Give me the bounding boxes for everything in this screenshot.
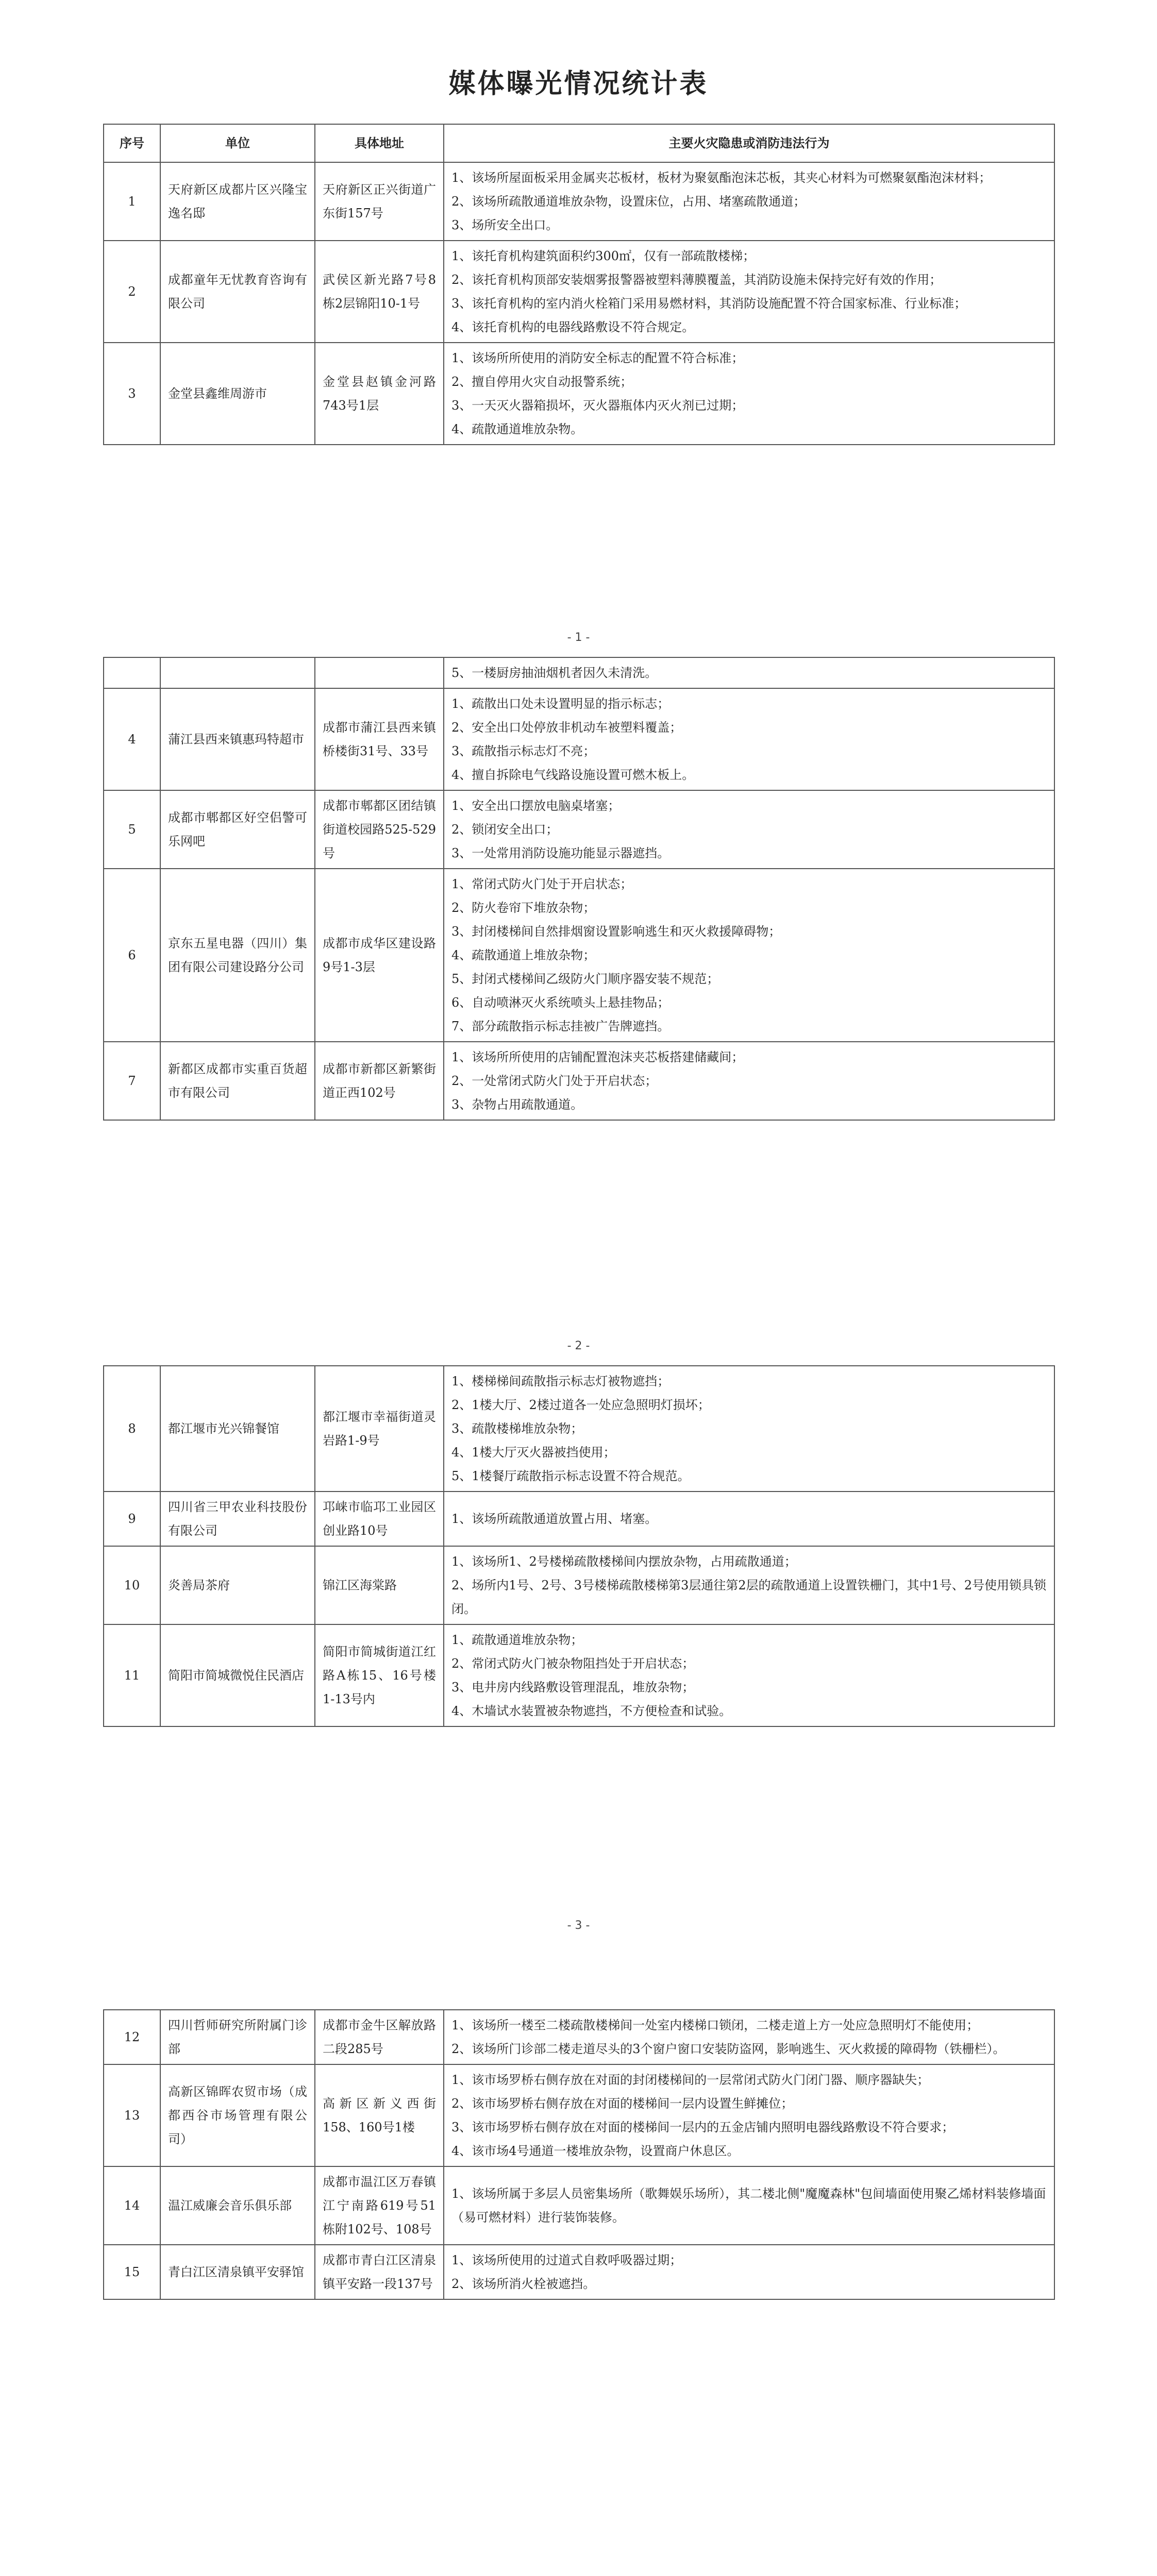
table-row bbox=[104, 1492, 1054, 1546]
issue-item: 4、擅自拆除电气线路设施设置可燃木板上。 bbox=[451, 768, 695, 782]
row-issues bbox=[444, 1366, 1054, 1492]
row-address: 成都市青白江区清泉镇平安路一段137号 bbox=[315, 2245, 444, 2299]
issue-item: 4、该市场4号通道一楼堆放杂物，设置商户休息区。 bbox=[451, 2144, 740, 2158]
row-unit: 简阳市简城微悦住民酒店 bbox=[160, 1624, 315, 1726]
row-address: 金堂县赵镇金河路743号1层 bbox=[315, 343, 444, 445]
page-number: - 3 - bbox=[567, 1919, 590, 1932]
issue-item: 1、该场所所使用的消防安全标志的配置不符合标准； bbox=[451, 351, 744, 365]
issue-item: 4、该托育机构的电器线路敷设不符合规定。 bbox=[451, 320, 695, 334]
row-issues bbox=[444, 790, 1054, 869]
issue-item: 7、部分疏散指示标志挂被广告牌遮挡。 bbox=[451, 1019, 670, 1033]
table-row bbox=[104, 2064, 1054, 2166]
table-row bbox=[104, 1042, 1054, 1120]
issue-item: 5、一楼厨房抽油烟机者因久未清洗。 bbox=[451, 666, 658, 680]
table-row bbox=[104, 343, 1054, 445]
row-address: 成都市金牛区解放路二段285号 bbox=[315, 2010, 444, 2064]
row-number: 7 bbox=[104, 1042, 160, 1120]
issue-item: 3、一处常用消防设施功能显示器遮挡。 bbox=[451, 846, 670, 860]
row-issues bbox=[444, 1492, 1054, 1546]
row-unit: 温江威廉会音乐俱乐部 bbox=[160, 2166, 315, 2245]
issue-item: 1、安全出口摆放电脑桌堵塞； bbox=[451, 799, 621, 813]
issue-item: 3、一天灭火器箱损坏，灭火器瓶体内灭火剂已过期； bbox=[451, 398, 744, 413]
row-address: 邛崃市临邛工业园区创业路10号 bbox=[315, 1492, 444, 1546]
issue-item: 2、该场所门诊部二楼走道尽头的3个窗户窗口安装防盗网，影响逃生、灭火救援的障碍物（铁栅栏）。 bbox=[451, 2042, 1005, 2056]
row-unit: 青白江区清泉镇平安驿馆 bbox=[160, 2245, 315, 2299]
header-no: 序号 bbox=[104, 124, 160, 162]
issue-item: 5、1楼餐厅疏散指示标志设置不符合规范。 bbox=[451, 1469, 690, 1483]
row-issues bbox=[444, 343, 1054, 445]
row-unit: 成都童年无忧教育咨询有限公司 bbox=[160, 241, 315, 343]
row-issues bbox=[444, 1546, 1054, 1624]
row-number: 5 bbox=[104, 790, 160, 869]
issue-item: 2、该托育机构顶部安装烟雾报警器被塑料薄膜覆盖，其消防设施未保持完好有效的作用； bbox=[451, 273, 942, 287]
table-section-1 bbox=[103, 124, 1055, 445]
row-issues bbox=[444, 2010, 1054, 2064]
issue-item: 4、疏散通道上堆放杂物； bbox=[451, 948, 596, 962]
row-issues bbox=[444, 1042, 1054, 1120]
row-number: 2 bbox=[104, 241, 160, 343]
issue-item: 2、1楼大厅、2楼过道各一处应急照明灯损坏； bbox=[451, 1398, 710, 1412]
table-row bbox=[104, 657, 1054, 688]
row-unit: 四川省三甲农业科技股份有限公司 bbox=[160, 1492, 315, 1546]
issue-item: 2、擅自停用火灾自动报警系统； bbox=[451, 375, 633, 389]
row-unit: 新都区成都市实重百货超市有限公司 bbox=[160, 1042, 315, 1120]
issue-item: 1、该市场罗桥右侧存放在对面的封闭楼梯间的一层常闭式防火门闭门器、顺序器缺失； bbox=[451, 2073, 930, 2087]
issue-item: 1、该场所属于多层人员密集场所（歌舞娱乐场所），其二楼北侧"魔魔森林"包间墙面使用聚乙烯材料装修墙面（易可燃材料）进行装饰装修。 bbox=[451, 2187, 1046, 2225]
table-row bbox=[104, 1546, 1054, 1624]
row-issues bbox=[444, 657, 1054, 688]
row-unit: 成都市郫都区好空侣警可乐网吧 bbox=[160, 790, 315, 869]
issue-item: 3、杂物占用疏散通道。 bbox=[451, 1097, 583, 1112]
row-address: 成都市郫都区团结镇街道校园路525-529号 bbox=[315, 790, 444, 869]
issue-item: 3、电井房内线路敷设管理混乱，堆放杂物； bbox=[451, 1680, 695, 1694]
row-address: 成都市蒲江县西来镇桥楼街31号、33号 bbox=[315, 688, 444, 790]
issue-item: 1、疏散出口处未设置明显的指示标志； bbox=[451, 697, 670, 711]
row-number: 8 bbox=[104, 1366, 160, 1492]
row-number: 14 bbox=[104, 2166, 160, 2245]
issue-item: 1、常闭式防火门处于开启状态； bbox=[451, 877, 633, 891]
row-address: 天府新区正兴街道广东街157号 bbox=[315, 162, 444, 241]
issue-item: 4、1楼大厅灭火器被挡使用； bbox=[451, 1445, 616, 1460]
page-number: - 1 - bbox=[567, 631, 590, 644]
issue-item: 2、防火卷帘下堆放杂物； bbox=[451, 901, 596, 915]
row-number: 4 bbox=[104, 688, 160, 790]
issue-item: 1、楼梯梯间疏散指示标志灯被物遮挡； bbox=[451, 1374, 670, 1388]
row-number: 13 bbox=[104, 2064, 160, 2166]
row-issues bbox=[444, 2064, 1054, 2166]
row-number: 6 bbox=[104, 869, 160, 1042]
table-row bbox=[104, 688, 1054, 790]
row-number: 9 bbox=[104, 1492, 160, 1546]
issue-item: 1、该场所1、2号楼梯疏散楼梯间内摆放杂物，占用疏散通道； bbox=[451, 1554, 797, 1569]
row-address: 成都市温江区万春镇江宁南路619号51栋附102号、108号 bbox=[315, 2166, 444, 2245]
issue-item: 1、该场所屋面板采用金属夹芯板材，板材为聚氨酯泡沫芯板，其夹心材料为可燃聚氨酯泡沫材料； bbox=[451, 171, 992, 185]
row-unit bbox=[160, 657, 315, 688]
row-number: 3 bbox=[104, 343, 160, 445]
row-address: 武侯区新光路7号8栋2层锦阳10-1号 bbox=[315, 241, 444, 343]
row-address: 锦江区海棠路 bbox=[315, 1546, 444, 1624]
row-address: 高新区新义西街158、160号1楼 bbox=[315, 2064, 444, 2166]
issue-item: 2、安全出口处停放非机动车被塑料覆盖； bbox=[451, 720, 682, 735]
issue-item: 1、该托育机构建筑面积约300㎡，仅有一部疏散楼梯； bbox=[451, 249, 756, 263]
row-address: 成都市成华区建设路9号1-3层 bbox=[315, 869, 444, 1042]
row-unit: 四川哲师研究所附属门诊部 bbox=[160, 2010, 315, 2064]
issue-item: 3、该市场罗桥右侧存放在对面的楼梯间一层内的五金店铺内照明电器线路敷设不符合要求； bbox=[451, 2120, 954, 2134]
issue-item: 1、该场所一楼至二楼疏散楼梯间一处室内楼梯口锁闭，二楼走道上方一处应急照明灯不能使用； bbox=[451, 2018, 979, 2032]
row-issues bbox=[444, 162, 1054, 241]
row-address bbox=[315, 657, 444, 688]
issue-item: 3、场所安全出口。 bbox=[451, 218, 559, 232]
row-unit: 京东五星电器（四川）集团有限公司建设路分公司 bbox=[160, 869, 315, 1042]
row-issues bbox=[444, 241, 1054, 343]
issue-item: 1、疏散通道堆放杂物； bbox=[451, 1633, 583, 1647]
row-issues bbox=[444, 2166, 1054, 2245]
issue-item: 2、常闭式防火门被杂物阻挡处于开启状态； bbox=[451, 1656, 695, 1671]
row-address: 简阳市简城街道江红路A栋15、16号楼1-13号内 bbox=[315, 1624, 444, 1726]
table-row bbox=[104, 790, 1054, 869]
issue-item: 6、自动喷淋灭火系统喷头上悬挂物品； bbox=[451, 995, 670, 1010]
issue-item: 3、疏散楼梯堆放杂物； bbox=[451, 1421, 583, 1436]
table-section-3 bbox=[103, 1365, 1055, 1727]
row-issues bbox=[444, 869, 1054, 1042]
issue-item: 5、封闭式楼梯间乙级防火门顺序器安装不规范； bbox=[451, 972, 719, 986]
row-number: 15 bbox=[104, 2245, 160, 2299]
row-address: 成都市新都区新繁街道正西102号 bbox=[315, 1042, 444, 1120]
row-number: 12 bbox=[104, 2010, 160, 2064]
row-number bbox=[104, 657, 160, 688]
table-row bbox=[104, 1624, 1054, 1726]
row-unit: 都江堰市光兴锦餐馆 bbox=[160, 1366, 315, 1492]
table-row bbox=[104, 2166, 1054, 2245]
issue-item: 4、木墙试水装置被杂物遮挡，不方便检查和试验。 bbox=[451, 1704, 732, 1718]
issue-item: 1、该场所疏散通道放置占用、堵塞。 bbox=[451, 1512, 658, 1526]
issue-item: 1、该场所使用的过道式自救呼吸器过期； bbox=[451, 2253, 682, 2267]
row-unit: 炎善局茶府 bbox=[160, 1546, 315, 1624]
row-issues bbox=[444, 2245, 1054, 2299]
issue-item: 2、场所内1号、2号、3号楼梯疏散楼梯第3层通往第2层的疏散通道上设置铁栅门，其中1号、2号使用锁具锁闭。 bbox=[451, 1578, 1047, 1616]
table-row bbox=[104, 1366, 1054, 1492]
table-row bbox=[104, 162, 1054, 241]
page-number: - 2 - bbox=[567, 1340, 590, 1352]
row-unit: 高新区锦晖农贸市场（成都西谷市场管理有限公司） bbox=[160, 2064, 315, 2166]
row-number: 10 bbox=[104, 1546, 160, 1624]
table-section-2 bbox=[103, 657, 1055, 1121]
issue-item: 4、疏散通道堆放杂物。 bbox=[451, 422, 583, 436]
row-issues bbox=[444, 688, 1054, 790]
issue-item: 3、封闭楼梯间自然排烟窗设置影响逃生和灭火救援障碍物； bbox=[451, 924, 781, 939]
header-unit: 单位 bbox=[160, 124, 315, 162]
table-row bbox=[104, 2010, 1054, 2064]
header-issues: 主要火灾隐患或消防违法行为 bbox=[444, 124, 1054, 162]
row-number: 11 bbox=[104, 1624, 160, 1726]
issue-item: 3、疏散指示标志灯不亮； bbox=[451, 744, 596, 758]
row-unit: 蒲江县西来镇惠玛特超市 bbox=[160, 688, 315, 790]
issue-item: 3、该托育机构的室内消火栓箱门采用易燃材料，其消防设施配置不符合国家标准、行业标准； bbox=[451, 296, 967, 311]
issue-item: 2、该场所疏散通道堆放杂物，设置床位，占用、堵塞疏散通道； bbox=[451, 194, 806, 209]
issue-item: 2、该场所消火栓被遮挡。 bbox=[451, 2277, 596, 2291]
header-address: 具体地址 bbox=[315, 124, 444, 162]
document-title: 媒体曝光情况统计表 bbox=[448, 68, 709, 99]
issue-item: 1、该场所所使用的店铺配置泡沫夹芯板搭建储藏间； bbox=[451, 1050, 744, 1064]
table-row bbox=[104, 869, 1054, 1042]
issue-item: 2、该市场罗桥右侧存放在对面的楼梯间一层内设置生鲜摊位； bbox=[451, 2096, 794, 2111]
table-row bbox=[104, 2245, 1054, 2299]
row-unit: 金堂县鑫维周游市 bbox=[160, 343, 315, 445]
table-row bbox=[104, 241, 1054, 343]
row-number: 1 bbox=[104, 162, 160, 241]
row-address: 都江堰市幸福街道灵岩路1-9号 bbox=[315, 1366, 444, 1492]
table-section-4 bbox=[103, 2009, 1055, 2300]
issue-item: 2、锁闭安全出口； bbox=[451, 822, 559, 837]
issue-item: 2、一处常闭式防火门处于开启状态； bbox=[451, 1074, 658, 1088]
row-unit: 天府新区成都片区兴隆宝逸名邸 bbox=[160, 162, 315, 241]
row-issues bbox=[444, 1624, 1054, 1726]
